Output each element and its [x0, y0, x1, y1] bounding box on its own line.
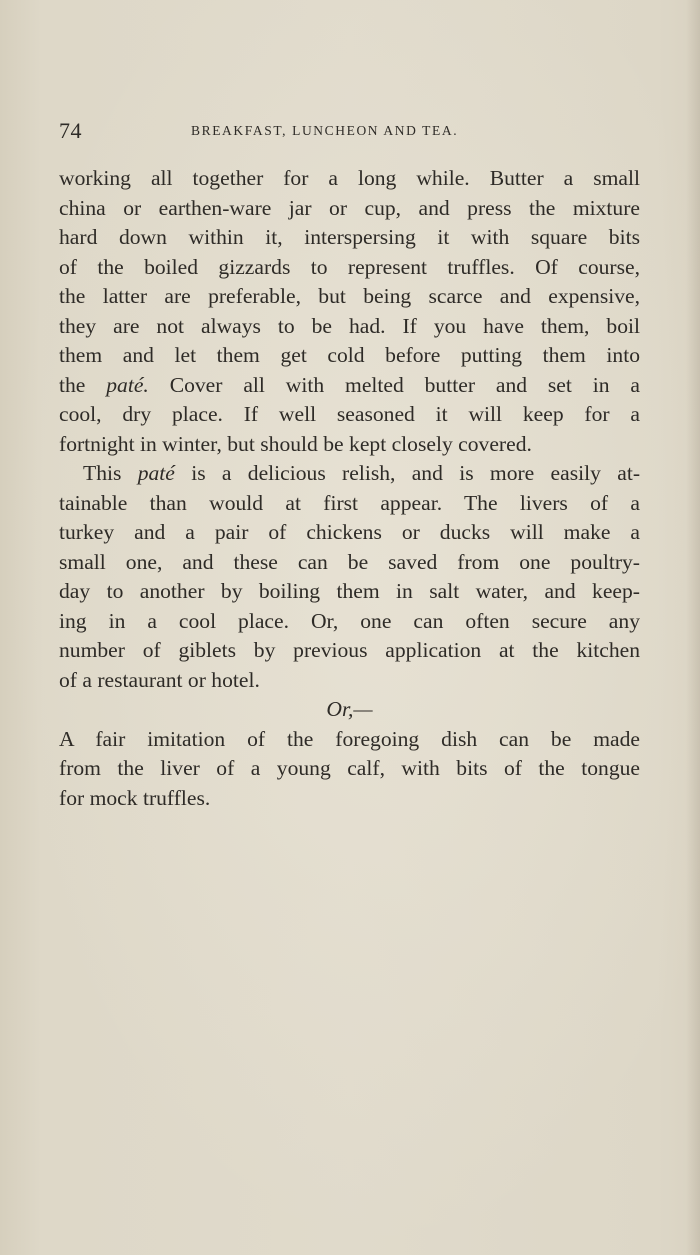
text-line — [59, 371, 640, 401]
running-head — [59, 116, 641, 146]
text-line: cool, dry place. If well seasoned it will keep for a — [59, 402, 640, 426]
italic-word: paté — [137, 461, 175, 485]
italic-word: paté. — [106, 372, 149, 397]
text-line: for mock truffles. — [59, 785, 211, 810]
text-line: the latter are preferable, but being scarce and expensive, — [59, 284, 640, 308]
text-fragment: is a delicious relish, and is more easily at- — [174, 461, 641, 485]
text-line: china or earthen-ware jar or cup, and press the mixture — [59, 195, 640, 220]
text-fragment: the — [59, 372, 107, 397]
text-fragment: This — [83, 461, 138, 485]
page-edge-shadow — [686, 0, 700, 1255]
running-title: BREAKFAST, LUNCHEON AND TEA. — [191, 123, 459, 138]
text-line: of the boiled gizzards to represent truffles. Of course, — [59, 254, 640, 279]
text-line: A fair imitation of the foregoing dish can be made — [59, 726, 640, 751]
text-line: tainable than would at first appear. The livers of a — [59, 490, 640, 515]
text-line: hard down within it, interspersing it with square bits — [59, 225, 640, 249]
text-line: number of giblets by previous application at the kitchen — [59, 638, 640, 662]
section-separator: Or,— — [326, 697, 373, 721]
page-number: 74 — [59, 118, 82, 143]
text-line: small one, and these can be saved from one poultry- — [59, 549, 640, 574]
text-fragment: Cover all with melted butter and set in a — [148, 372, 640, 397]
text-line — [59, 459, 640, 489]
text-line: working all together for a long while. Butter a small — [59, 166, 640, 190]
text-line: of a restaurant or hotel. — [59, 667, 260, 692]
text-line: them and let them get cold before putting them into — [59, 343, 640, 367]
text-line: fortnight in winter, but should be kept closely covered. — [59, 431, 532, 456]
body-text — [59, 164, 640, 813]
text-line: from the liver of a young calf, with bits of the tongue — [59, 756, 640, 780]
text-line: ing in a cool place. Or, one can often secure any — [59, 608, 640, 633]
text-line: they are not always to be had. If you have them, boil — [59, 313, 640, 338]
text-line: turkey and a pair of chickens or ducks will make a — [59, 520, 640, 544]
text-line: day to another by boiling them in salt water, and keep- — [59, 579, 640, 603]
